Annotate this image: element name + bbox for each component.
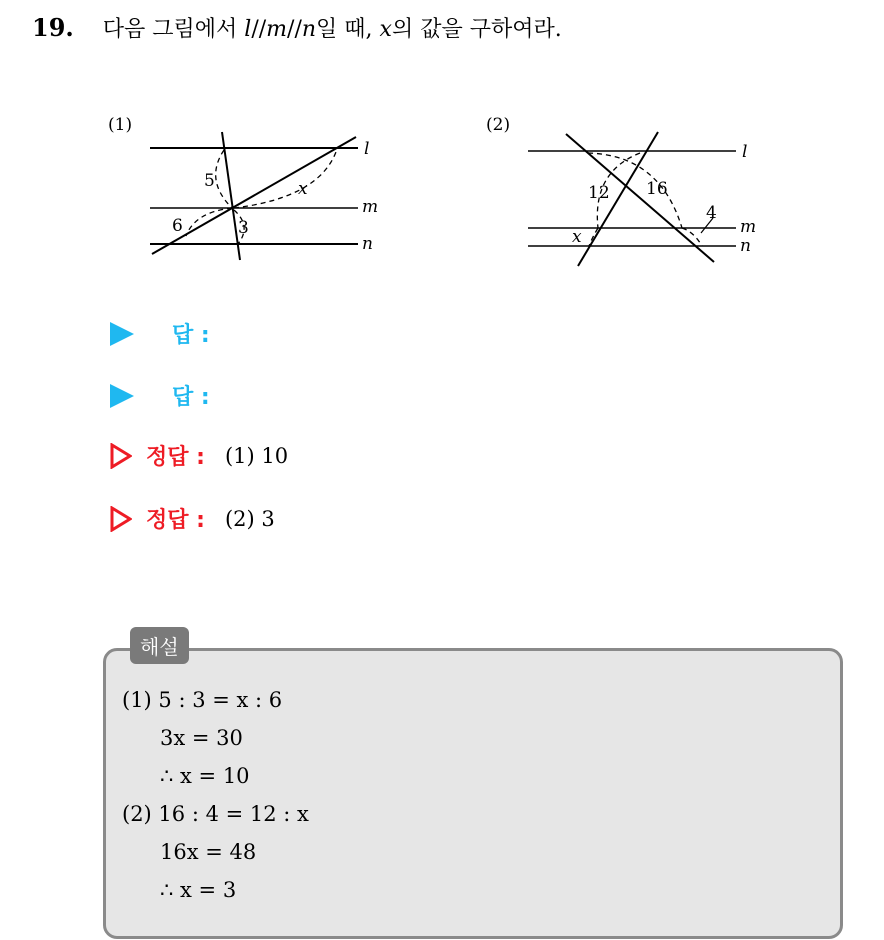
segment-label-5: 5 <box>204 171 215 191</box>
solution-line-4: (2) 16 : 4 = 12 : x <box>122 802 309 826</box>
question-text-after: 의 값을 구하여라. <box>391 17 562 42</box>
question-var-n: n <box>301 17 317 42</box>
segment-label-12: 12 <box>588 183 610 203</box>
segment-label-4: 4 <box>706 203 717 223</box>
line-label-l: l <box>742 142 748 162</box>
solution-line-6: ∴ x = 3 <box>160 878 237 902</box>
transversal-1 <box>222 132 240 260</box>
play-outline-icon <box>110 506 132 532</box>
segment-label-6: 6 <box>172 216 183 236</box>
question-var-m: m <box>266 17 288 42</box>
line-label-m: m <box>740 217 757 237</box>
line-label-m: m <box>362 197 379 217</box>
question-var-l: l <box>244 17 252 42</box>
solution-line-5: 16x = 48 <box>160 840 257 864</box>
figure-1 <box>100 100 400 275</box>
question-text-before: 다음 그림에서 <box>102 17 238 42</box>
dashed-arc-x <box>589 228 598 246</box>
solution-line-3: ∴ x = 10 <box>160 764 250 788</box>
correct-answer-label: 정답 : <box>146 508 205 533</box>
segment-label-3: 3 <box>238 218 249 238</box>
transversal-2 <box>152 137 356 254</box>
play-icon <box>110 322 134 346</box>
question-number: 19. <box>32 13 74 42</box>
figure-2-diagram <box>480 100 780 280</box>
figure-2 <box>480 100 780 280</box>
line-label-l: l <box>364 139 370 159</box>
question-text-mid: 일 때, <box>316 17 373 42</box>
answer-row-1 <box>110 318 210 349</box>
answer-row-2 <box>110 380 210 411</box>
answer-label: 답 : <box>172 385 210 410</box>
line-label-n: n <box>740 236 751 256</box>
solution-line-1: (1) 5 : 3 = x : 6 <box>122 688 283 712</box>
parallel-symbol: // <box>287 17 302 42</box>
question-text <box>32 12 562 43</box>
correct-answer-label: 정답 : <box>146 445 205 470</box>
question-var-x: x <box>379 17 392 42</box>
segment-label-x: x <box>298 179 308 199</box>
explanation-tag: 해설 <box>130 627 189 664</box>
correct-answer-value: (1) 10 <box>224 443 289 468</box>
figure-1-diagram <box>100 100 400 275</box>
segment-label-x: x <box>572 227 582 247</box>
correct-answer-row-2 <box>110 503 275 534</box>
line-label-n: n <box>362 234 373 254</box>
correct-answer-value: (2) 3 <box>224 506 275 531</box>
play-icon <box>110 384 134 408</box>
answer-label: 답 : <box>172 323 210 348</box>
solution-line-2: 3x = 30 <box>160 726 243 750</box>
figure-2-label: (2) <box>486 115 511 135</box>
figure-1-label: (1) <box>108 115 133 135</box>
segment-label-16: 16 <box>646 179 668 199</box>
correct-answer-row-1 <box>110 440 288 471</box>
parallel-symbol: // <box>251 17 267 42</box>
play-outline-icon <box>110 443 132 469</box>
dashed-arc-x <box>234 152 336 208</box>
